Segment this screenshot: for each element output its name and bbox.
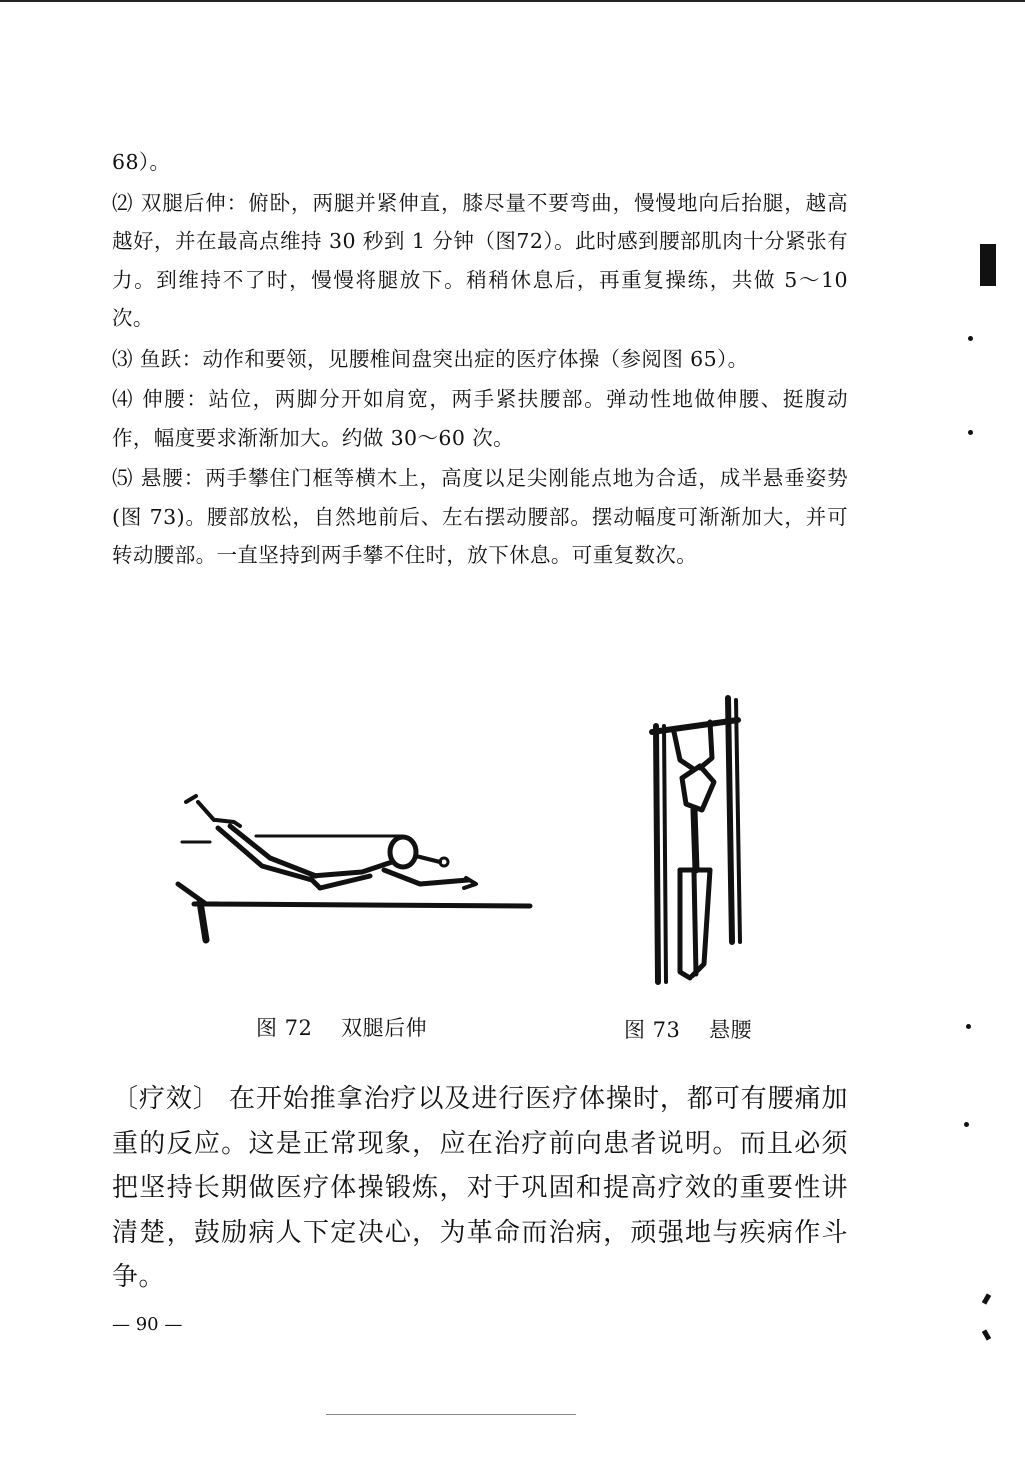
scan-dot <box>966 1024 971 1029</box>
scan-bottom-line <box>326 1414 576 1415</box>
scan-dot <box>968 430 973 435</box>
efficacy-paragraph: 〔疗效〕 在开始推拿治疗以及进行医疗体操时，都可有腰痛加重的反应。这是正常现象，应在治疗前向患者说明。而且必须把坚持长期做医疗体操锻炼，对于巩固和提高疗效的重要性讲清楚，鼓励病人下定决心，为革命而治病，顽强地与疾病作斗争。 <box>112 1084 848 1292</box>
scan-dot <box>982 1329 991 1340</box>
top-scan-edge <box>0 0 1025 2</box>
paragraph-double-leg-extension: ⑵ 双腿后伸：俯卧，两腿并紧伸直，膝尽量不要弯曲，慢慢地向后抬腿，越高越好，并在最高点维持 30 秒到 1 分钟（图72）。此时感到腰部肌肉十分紧张有力。到维持不了时，慢慢将腿放下。稍稍休息后，再重复操练，共做 5～10 次。 <box>112 190 848 330</box>
paragraph-hanging-waist: ⑸ 悬腰：两手攀住门框等横木上，高度以足尖刚能点地为合适，成半悬垂姿势(图 73)。腰部放松，自然地前后、左右摆动腰部。摆动幅度可渐渐加大，并可转动腰部。一直坚持到两手攀不住时，放下休息。可重复数次。 <box>112 466 848 567</box>
figure-72-illustration <box>170 780 550 950</box>
page-number: — 90 — <box>112 1314 183 1335</box>
scan-dot <box>968 336 973 341</box>
figure-73-caption: 图 73 悬腰 <box>624 1018 753 1042</box>
figure-72-caption: 图 72 双腿后伸 <box>256 1016 428 1040</box>
paragraph-waist-stretch: ⑷ 伸腰：站位，两脚分开如肩宽，两手紧扶腰部。弹动性地做伸腰、挺腹动作，幅度要求渐渐加大。约做 30～60 次。 <box>112 387 848 450</box>
figure-73-illustration <box>640 692 750 992</box>
scan-dot <box>982 1293 991 1304</box>
paragraph-fish-leap: ⑶ 鱼跃：动作和要领，见腰椎间盘突出症的医疗体操（参阅图 65）。 <box>112 346 749 371</box>
scan-edge-mark <box>980 244 996 286</box>
upper-text-block <box>112 143 848 575</box>
continuation-line: 68）。 <box>112 150 171 174</box>
scan-dot <box>964 1122 969 1127</box>
